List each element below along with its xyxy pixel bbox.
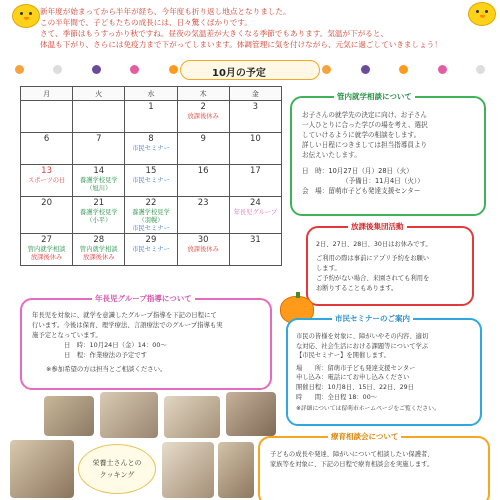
calendar-day-cell [177,101,229,133]
day-number: 16 [197,166,209,176]
calendar-event: （旭川） [86,185,112,192]
pumpkin-icon [169,65,178,74]
greeting-text [40,6,460,50]
chick-icon-top-right [468,2,496,26]
chick-icon-top-left [12,4,40,28]
seminar-title: 市民セミナーのご案内 [332,313,413,324]
calendar-week-row [21,101,282,133]
activity-photo [218,442,254,498]
calendar-body [21,101,282,266]
calendar-event: 放課後休み [187,246,219,253]
calendar-day-cell [177,165,229,197]
calendar-day-cell [229,133,281,165]
day-number: 1 [148,102,154,112]
day-number: 14 [93,166,105,176]
ryouiku-line: 家族等を対象に、下記の日程で療育相談会を実施します。 [270,461,434,468]
seminar-line: 【市民セミナー】を開催します。 [296,352,390,360]
pumpkin-icon [399,65,408,74]
day-number: 31 [249,235,261,245]
calendar-day-cell [73,165,125,197]
calendar-event: （羽幌） [138,217,164,224]
houkago-section [306,222,474,306]
shugaku-title: 管内就学相談について [334,91,415,102]
shugaku-line: 一人ひとりに合った学びの場を考え、選択 [302,121,428,129]
calendar-day-cell [177,234,229,266]
weekday-header: 金 [229,87,281,101]
cooking-caption-line: 栄養士さんとの [92,459,142,467]
october-calendar [20,86,282,266]
calendar-day-cell [21,101,73,133]
houkago-line: ご予約がない場合、来園されても利用を [316,275,430,282]
calendar-event: 市民セミナー [132,145,170,152]
shugaku-section [290,92,486,216]
shugaku-line: 詳しい日程につきましては担当指導員より [302,141,428,149]
calendar-day-cell [229,165,281,197]
day-number: 28 [93,235,105,245]
calendar-event: （小平） [86,217,112,224]
houkago-line: ご利用の際は事前にアプリ予約をお願い [316,255,430,262]
candy-icon [15,65,24,74]
calendar-day-cell [177,197,229,234]
bat-icon [92,65,101,74]
calendar-day-cell [73,133,125,165]
activity-photo [164,396,220,438]
activity-photo [226,392,276,436]
day-number: 10 [249,134,261,144]
seminar-line: な対応、社会生活における課題等について学ぶ [296,342,429,350]
day-number: 9 [200,134,206,144]
shugaku-line: （予備日：11月4日（火）） [342,177,424,185]
calendar-event: 養護学校見学 [79,209,118,216]
calendar-week-row [21,133,282,165]
day-number: 30 [197,235,209,245]
activity-photo [44,396,94,436]
nenchou-line: 日 程：作業療法の予定です [64,351,148,359]
calendar-day-cell [73,234,125,266]
houkago-line: 2日、27日、28日、30日はお休みです。 [316,241,432,248]
seminar-line: 場 所：留萌市子ども発達支援センター [296,364,416,372]
calendar-event: 放課後休み [83,254,115,261]
shugaku-line: お子さんの就学先の決定に向け、お子さん [302,111,428,119]
calendar-week-row [21,234,282,266]
calendar-day-cell [73,101,125,133]
calendar-event: 年長児グループ [233,209,278,216]
weekday-header: 月 [21,87,73,101]
greeting-line: さて、季節はもうすっかり秋ですね。昼夜の気温差が大きくなる季節でもあります。気温が下がると、 [40,29,389,38]
calendar-event: 市民セミナー [132,225,170,232]
day-number: 17 [249,166,261,176]
day-number: 13 [41,166,52,176]
calendar-day-cell [125,101,177,133]
day-number: 3 [252,102,259,112]
shugaku-line: 日 時：10月27日（月）28日（火） [302,167,413,175]
seminar-line: 開催日程：10月8日、15日、22日、29日 [296,383,414,391]
calendar-day-cell [229,197,281,234]
calendar-day-cell [125,165,177,197]
day-number: 23 [197,198,209,208]
nenchou-line: 施予定となっています。 [32,331,102,339]
bat-icon [361,65,370,74]
shugaku-line: していけるように就学の相談をします。 [302,131,421,139]
calendar-day-cell [229,234,281,266]
day-number: 22 [145,198,157,208]
day-number: 6 [43,134,50,144]
calendar-day-cell [125,234,177,266]
calendar-day-cell [73,197,125,234]
calendar-day-cell [21,197,73,234]
seminar-line: 時 間：全日程 18：00～ [296,393,377,401]
greeting-line: 体温も下がり、さらには免疫力まで下がってしまいます。体調管理に気を付けながら、元気に過ごしていきましょう！ [40,40,442,49]
ryouiku-section [258,432,490,500]
calendar-event: 養護学校見学 [132,209,170,216]
calendar-day-cell [177,133,229,165]
calendar-day-cell [21,133,73,165]
weekday-header: 木 [177,87,229,101]
activity-photo [162,442,214,498]
weekday-header: 水 [125,87,177,101]
houkago-line: します。 [316,265,341,272]
calendar-event: 養護学校見学 [79,177,118,184]
candy-icon [322,65,331,74]
seminar-line: 市民の皆様を対象に、障がいやその内容、適切 [296,333,429,340]
cooking-caption-line: クッキング [99,471,135,479]
activity-photo [100,392,158,438]
day-number: 21 [93,198,105,208]
calendar-day-cell [125,133,177,165]
ghost-icon [53,65,62,74]
nenchou-line: 行います。今後は保育、理学療法、言語療法でのグループ指導も実 [32,321,223,329]
calendar-event: 市民セミナー [132,246,170,253]
cooking-caption [78,444,156,494]
calendar-title: 10月の予定 [212,68,266,79]
calendar-event: スポーツの日 [27,177,66,184]
day-number: 8 [148,134,154,144]
ghost-icon [476,65,485,74]
nenchou-line: 日 時：10月24日（金）14：00～ [64,341,167,349]
activity-photo [10,440,74,498]
ryouiku-line: 子どもの成長や発達、障がいについて相談したい保護者、 [270,451,434,458]
day-number: 20 [41,198,52,208]
calendar-week-row [21,165,282,197]
calendar-event: 管内就学相談 [27,246,66,253]
shugaku-line: お伝えいたします。 [302,151,361,159]
candy-icon [438,65,447,74]
ryouiku-title: 療育相談会について [328,431,401,442]
greeting-line: 新年度が始まってから半年が経ち、今年度も折り返し地点となりました。 [40,7,291,16]
houkago-title: 放課後集団活動 [348,221,407,232]
day-number: 29 [145,235,157,245]
nenchou-line: ※参加希望の方は担当とご相談ください。 [46,365,167,373]
calendar-week-row [21,197,282,234]
shugaku-line: 会 場：留萌市子ども発達支援センター [302,187,421,195]
calendar-weekday-row [21,87,282,101]
calendar-day-cell [21,165,73,197]
calendar-event: 放課後休み [187,113,219,120]
day-number: 2 [200,102,206,112]
day-number: 24 [249,198,261,208]
calendar-event: 放課後休み [30,254,63,261]
calendar-day-cell [125,197,177,234]
calendar-event: 管内就学相談 [79,246,118,253]
day-number: 15 [145,166,157,176]
day-number: 7 [96,134,102,144]
calendar-event: 市民セミナー [132,177,170,184]
calendar-day-cell [229,101,281,133]
nenchou-title: 年長児グループ指導について [92,293,195,304]
calendar-day-cell [21,234,73,266]
day-number: 27 [41,235,52,245]
candy-icon [130,65,139,74]
nenchou-section [20,294,272,390]
greeting-line: この半年間で、子どもたちの成長には、日々驚くばかりです。 [40,18,252,27]
weekday-header: 火 [73,87,125,101]
nenchou-line: 年長児を対象に、就学を意識したグループ指導を下記の日程にて [32,311,217,319]
seminar-section [286,314,482,426]
seminar-line: 申し込み：電話にてお申し込みください [296,374,410,382]
seminar-line: ※詳細については留萌市ホームページをご覧ください。 [296,406,440,413]
houkago-line: お断りすることもあります。 [316,285,398,292]
